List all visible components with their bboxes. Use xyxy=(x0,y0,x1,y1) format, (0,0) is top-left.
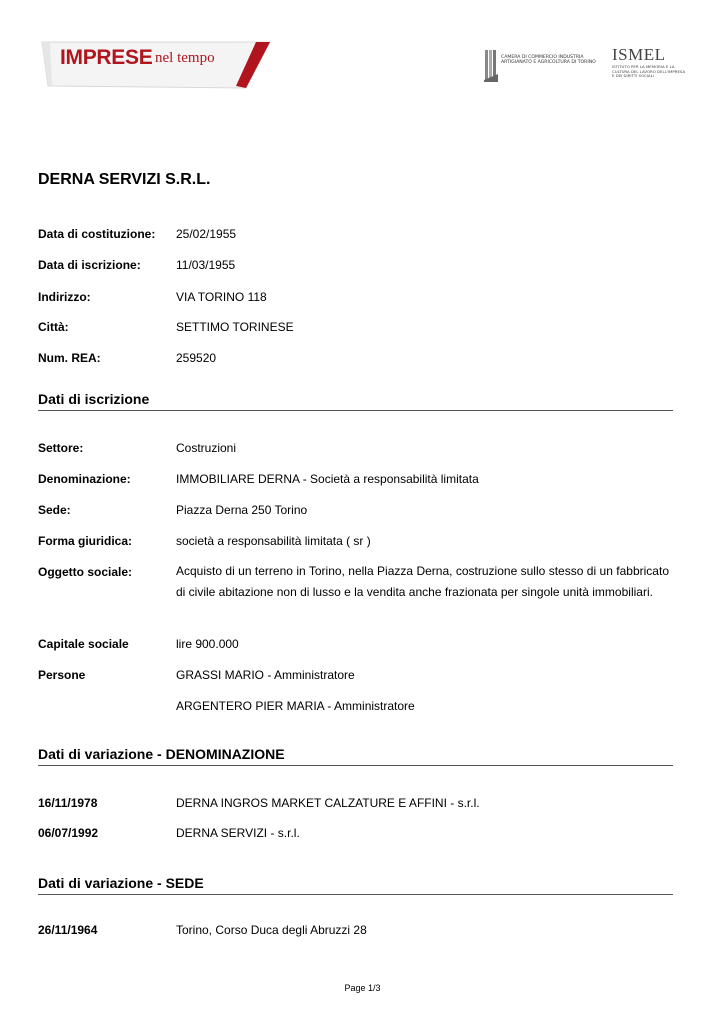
field-value-oggetto-sociale: Acquisto di un terreno in Torino, nella Piazza Derna, costruzione sullo stesso di un fabbricato di civile abitazione non di lusso e la vendita anche frazionata per singole unità immobiliari. xyxy=(176,564,669,599)
section-heading-variazione-sede: Dati di variazione - SEDE xyxy=(38,875,673,895)
field-label-citta: Città: xyxy=(38,320,69,334)
field-value-forma-giuridica: società a responsabilità limitata ( sr ) xyxy=(176,534,371,548)
imprese-nel-tempo-logo xyxy=(38,40,270,90)
variazione-sede-value-1: Torino, Corso Duca degli Abruzzi 28 xyxy=(176,923,367,937)
field-value-indirizzo: VIA TORINO 118 xyxy=(176,290,267,304)
page-number: Page 1/3 xyxy=(344,983,381,993)
section-heading-iscrizione: Dati di iscrizione xyxy=(38,391,673,411)
field-label-data-iscrizione: Data di iscrizione: xyxy=(38,258,141,272)
field-label-oggetto-sociale: Oggetto sociale: xyxy=(38,565,133,579)
field-value-persona-2: ARGENTERO PIER MARIA - Amministratore xyxy=(176,699,415,713)
field-label-data-costituzione: Data di costituzione: xyxy=(38,227,156,241)
logo-word-imprese: IMPRESE xyxy=(60,46,153,69)
chamber-emblem-icon xyxy=(484,48,498,82)
field-value-sede: Piazza Derna 250 Torino xyxy=(176,503,308,517)
ismel-title: ISMEL xyxy=(612,45,666,64)
field-label-persone: Persone xyxy=(38,668,86,682)
field-value-capitale-sociale: lire 900.000 xyxy=(176,637,239,651)
variazione-denominazione-date-1: 16/11/1978 xyxy=(38,796,98,810)
field-value-num-rea: 259520 xyxy=(176,351,217,365)
field-value-persona-1: GRASSI MARIO - Amministratore xyxy=(176,668,355,682)
field-label-denominazione: Denominazione: xyxy=(38,472,131,486)
variazione-sede-date-1: 26/11/1964 xyxy=(38,923,98,937)
variazione-denominazione-value-1: DERNA INGROS MARKET CALZATURE E AFFINI - s.r.l. xyxy=(176,796,480,810)
logo-word-nel-tempo: nel tempo xyxy=(155,50,215,66)
field-value-denominazione: IMMOBILIARE DERNA - Società a responsabilità limitata xyxy=(176,472,479,486)
variazione-denominazione-date-2: 06/07/1992 xyxy=(38,826,99,840)
ismel-logo xyxy=(612,46,687,79)
field-label-indirizzo: Indirizzo: xyxy=(38,290,91,304)
section-heading-variazione-denominazione: Dati di variazione - DENOMINAZIONE xyxy=(38,746,673,766)
field-value-data-iscrizione: 11/03/1955 xyxy=(176,258,236,272)
field-value-settore: Costruzioni xyxy=(176,441,237,455)
field-value-data-costituzione: 25/02/1955 xyxy=(176,227,237,241)
company-name: DERNA SERVIZI S.R.L. xyxy=(38,171,211,188)
field-label-sede: Sede: xyxy=(38,503,71,517)
field-label-settore: Settore: xyxy=(38,441,84,455)
chamber-text: CAMERA DI COMMERCIO INDUSTRIA ARTIGIANATO E AGRICOLTURA DI TORINO xyxy=(501,55,596,66)
field-label-forma-giuridica: Forma giuridica: xyxy=(38,534,133,548)
field-label-capitale-sociale: Capitale sociale xyxy=(38,637,129,651)
ismel-subtitle: ISTITUTO PER LA MEMORIA E LA CULTURA DEL LAVORO DELL'IMPRESA E DEI DIRITTI SOCIALI xyxy=(612,64,686,79)
camera-di-commercio-logo xyxy=(484,48,604,84)
field-label-num-rea: Num. REA: xyxy=(38,351,101,365)
field-value-citta: SETTIMO TORINESE xyxy=(176,320,294,334)
variazione-denominazione-value-2: DERNA SERVIZI - s.r.l. xyxy=(176,826,300,840)
